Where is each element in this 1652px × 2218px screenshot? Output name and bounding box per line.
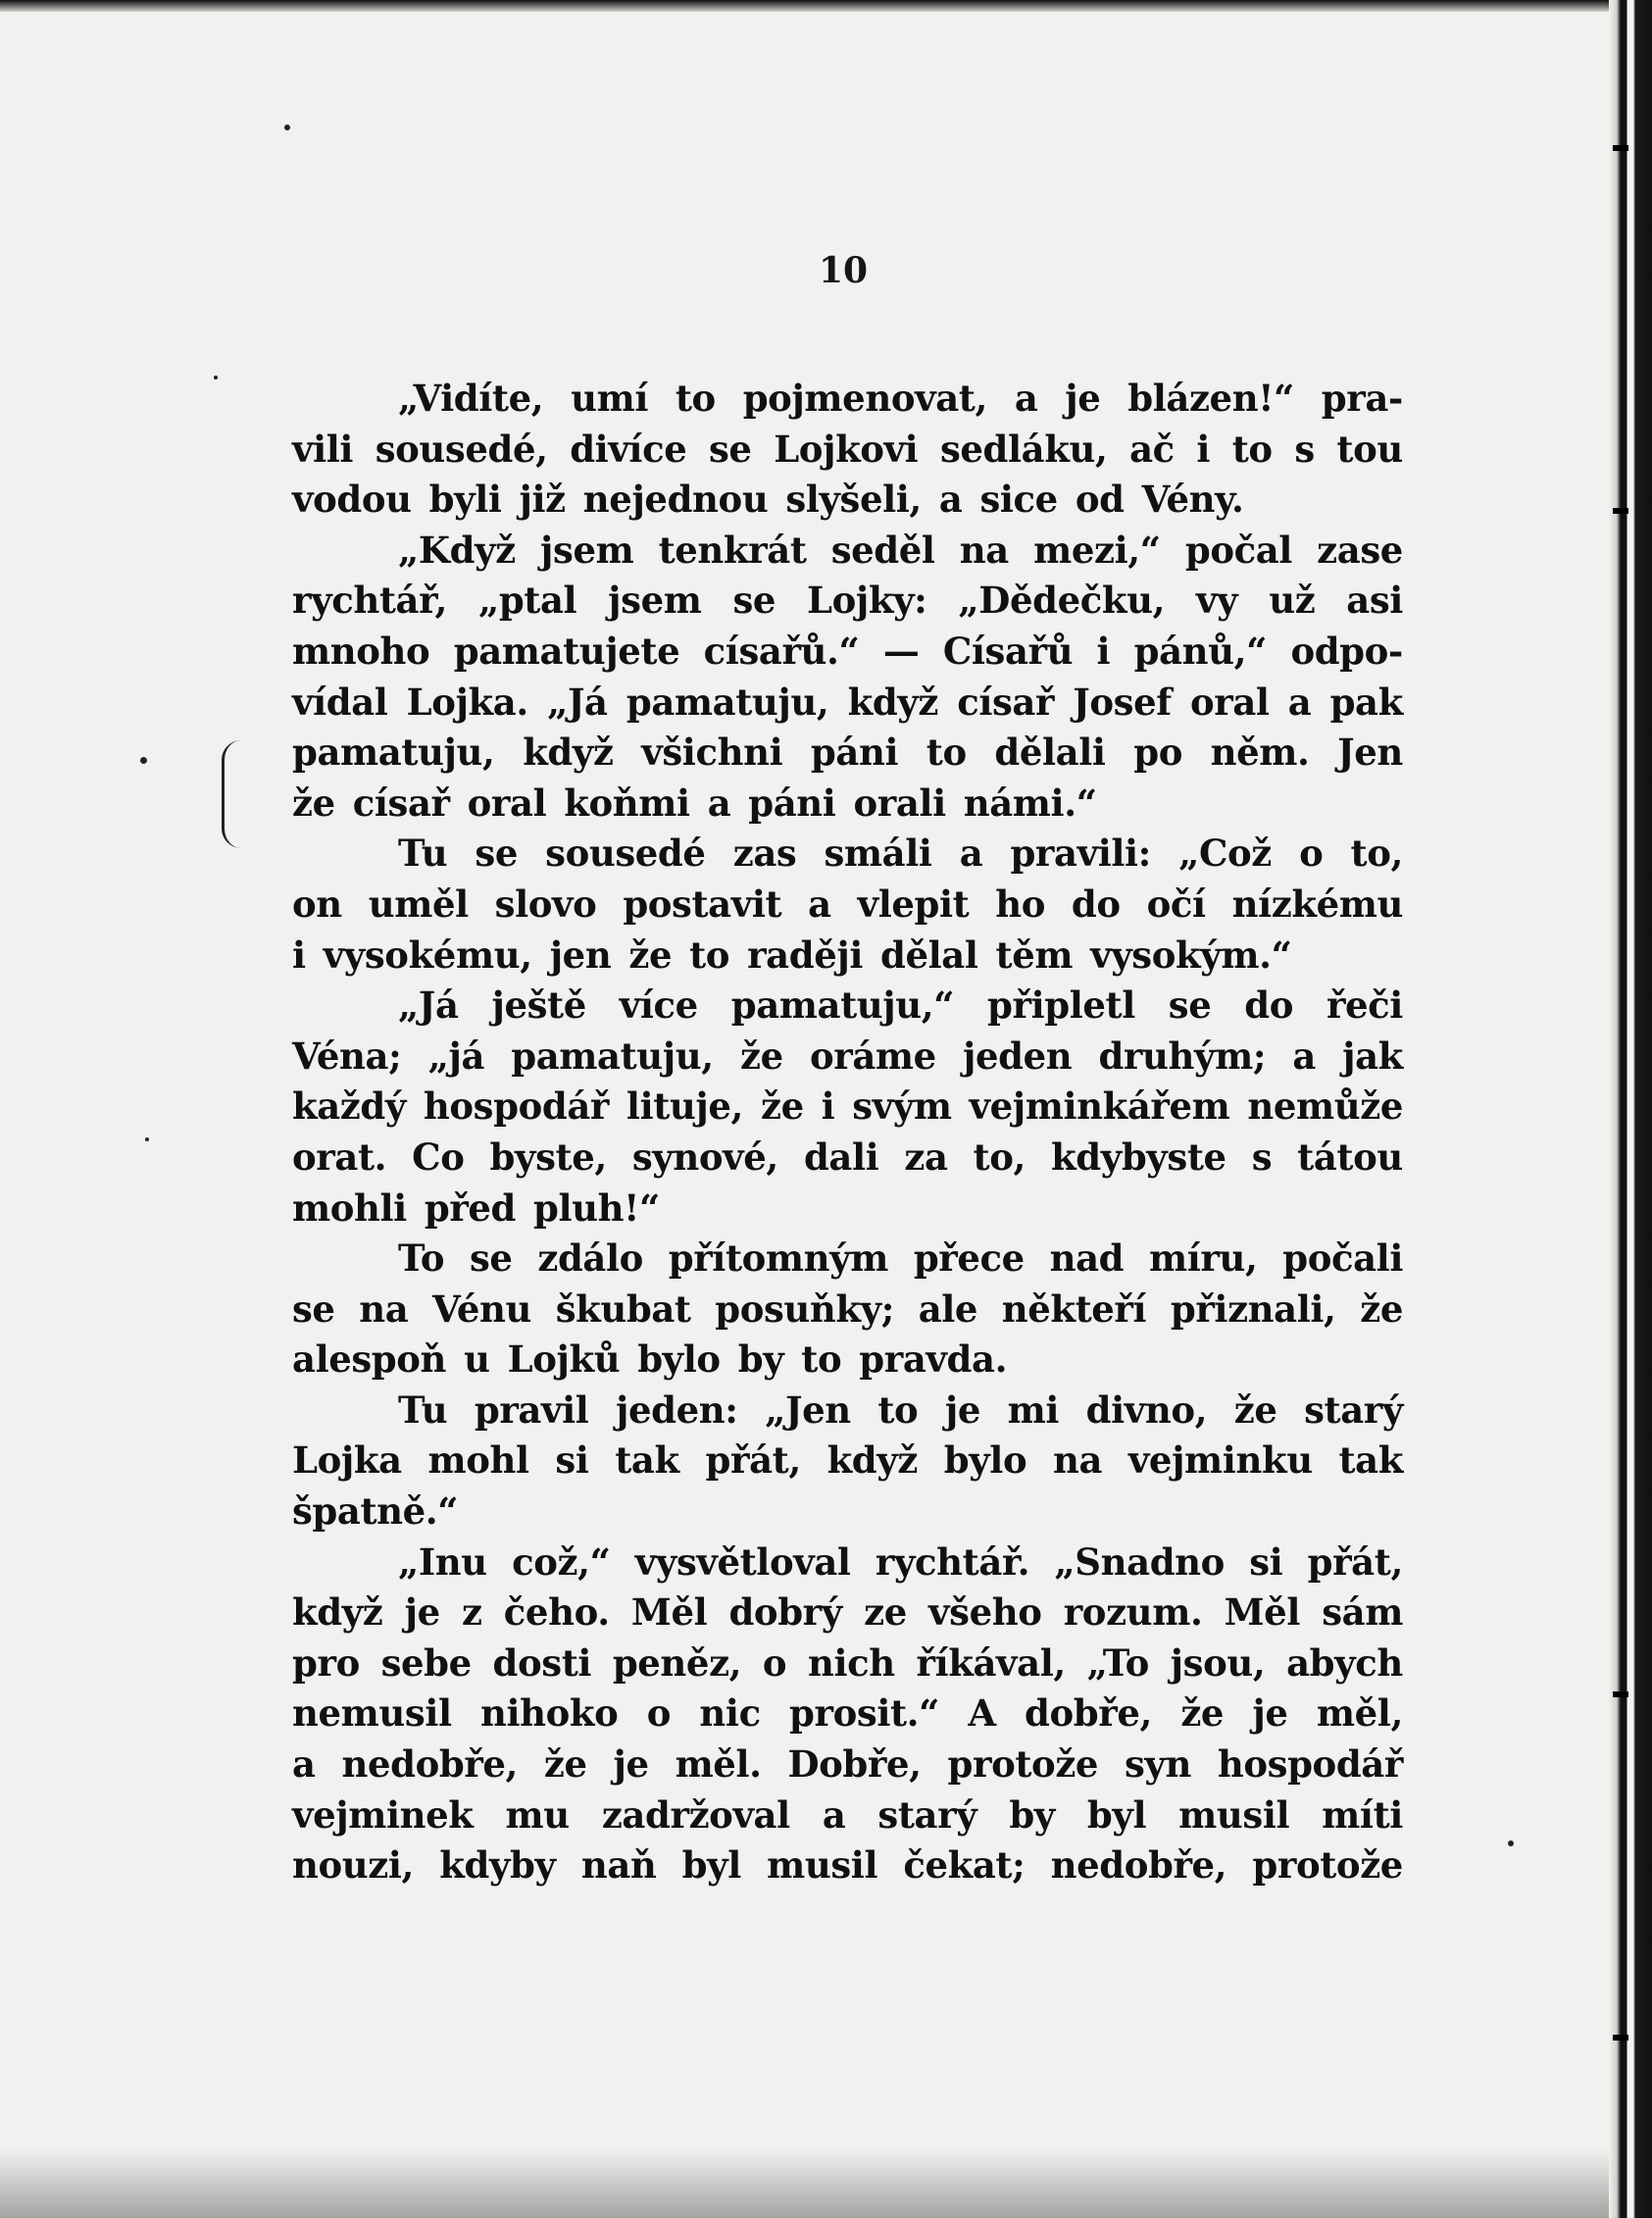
text-line: každý hospodář lituje, že i svým vejminkářem nemůže bbox=[292, 1084, 1403, 1129]
text-line: vídal Lojka. „Já pamatuju, když císař Josef oral a pak bbox=[292, 680, 1403, 724]
text-line: i vysokému, jen že to raději dělal těm vysokým.“ bbox=[292, 933, 1292, 977]
scan-top-edge bbox=[0, 0, 1652, 12]
text-line: Tu pravil jeden: „Jen to je mi divno, že starý bbox=[398, 1387, 1403, 1432]
scan-bottom-shadow bbox=[0, 2149, 1652, 2218]
margin-bracket-mark bbox=[222, 740, 248, 848]
body-text bbox=[292, 374, 1403, 1891]
spine-mark bbox=[1613, 1691, 1628, 1697]
text-line: pro sebe dosti peněz, o nich říkával, „To jsou, abych bbox=[292, 1640, 1403, 1685]
print-speck bbox=[145, 1137, 149, 1141]
text-line: rychtář, „ptal jsem se Lojky: „Dědečku, vy už asi bbox=[292, 579, 1403, 623]
page-number: 10 bbox=[818, 250, 869, 291]
print-speck bbox=[140, 757, 147, 764]
text-line: „Já ještě více pamatuju,“ připletl se do řeči bbox=[398, 983, 1403, 1028]
text-line: on uměl slovo postavit a vlepit ho do očí nízkému bbox=[292, 882, 1403, 926]
book-spine-edge bbox=[1609, 0, 1652, 2218]
text-line: pamatuju, když všichni páni to dělali po něm. Jen bbox=[292, 731, 1403, 775]
text-line: že císař oral koňmi a páni orali námi.“ bbox=[292, 781, 1097, 825]
text-line: Véna; „já pamatuju, že oráme jeden druhým; a jak bbox=[292, 1033, 1403, 1078]
print-speck bbox=[284, 125, 290, 130]
text-line: „Když jsem tenkrát seděl na mezi,“ počal zase bbox=[398, 528, 1403, 572]
print-speck bbox=[214, 376, 218, 379]
text-line: nouzi, kdyby naň byl musil čekat; nedobře, protože bbox=[292, 1843, 1403, 1888]
text-line: „Vidíte, umí to pojmenovat, a je blázen!“ pra- bbox=[398, 377, 1403, 420]
text-line: orat. Co byste, synové, dali za to, kdybyste s tátou bbox=[292, 1134, 1403, 1179]
text-line: Lojka mohl si tak přát, když bylo na vejminku tak bbox=[292, 1438, 1403, 1483]
text-line: mohli před pluh!“ bbox=[292, 1185, 660, 1230]
text-line: když je z čeho. Měl dobrý ze všeho rozum. Měl sám bbox=[292, 1590, 1403, 1635]
text-line: Tu se sousedé zas smáli a pravili: „Což o to, bbox=[398, 832, 1403, 876]
text-line: mnoho pamatujete císařů.“ — Císařů i pánů,“ odpo- bbox=[292, 629, 1403, 673]
text-line: „Inu což,“ vysvětloval rychtář. „Snadno si přát, bbox=[398, 1539, 1403, 1584]
print-speck bbox=[1508, 1840, 1514, 1846]
text-line: a nedobře, že je měl. Dobře, protože syn hospodář bbox=[292, 1742, 1403, 1787]
text-line: vodou byli již nejednou slyšeli, a sice od Vény. bbox=[292, 478, 1244, 522]
spine-mark bbox=[1613, 508, 1628, 514]
text-line: To se zdálo přítomným přece nad míru, počali bbox=[398, 1236, 1403, 1281]
spine-mark bbox=[1613, 145, 1628, 151]
text-line: špatně.“ bbox=[292, 1489, 459, 1534]
text-line: alespoň u Lojků bylo by to pravda. bbox=[292, 1337, 1008, 1382]
text-line: se na Vénu škubat posuňky; ale někteří přiznali, že bbox=[292, 1286, 1403, 1331]
spine-mark bbox=[1613, 2035, 1628, 2041]
text-line: nemusil nihoko o nic prosit.“ A dobře, že je měl, bbox=[292, 1691, 1403, 1736]
text-line: vejminek mu zadržoval a starý by byl musil míti bbox=[292, 1792, 1403, 1837]
text-line: vili sousedé, divíce se Lojkovi sedláku, ač i to s tou bbox=[292, 427, 1403, 471]
